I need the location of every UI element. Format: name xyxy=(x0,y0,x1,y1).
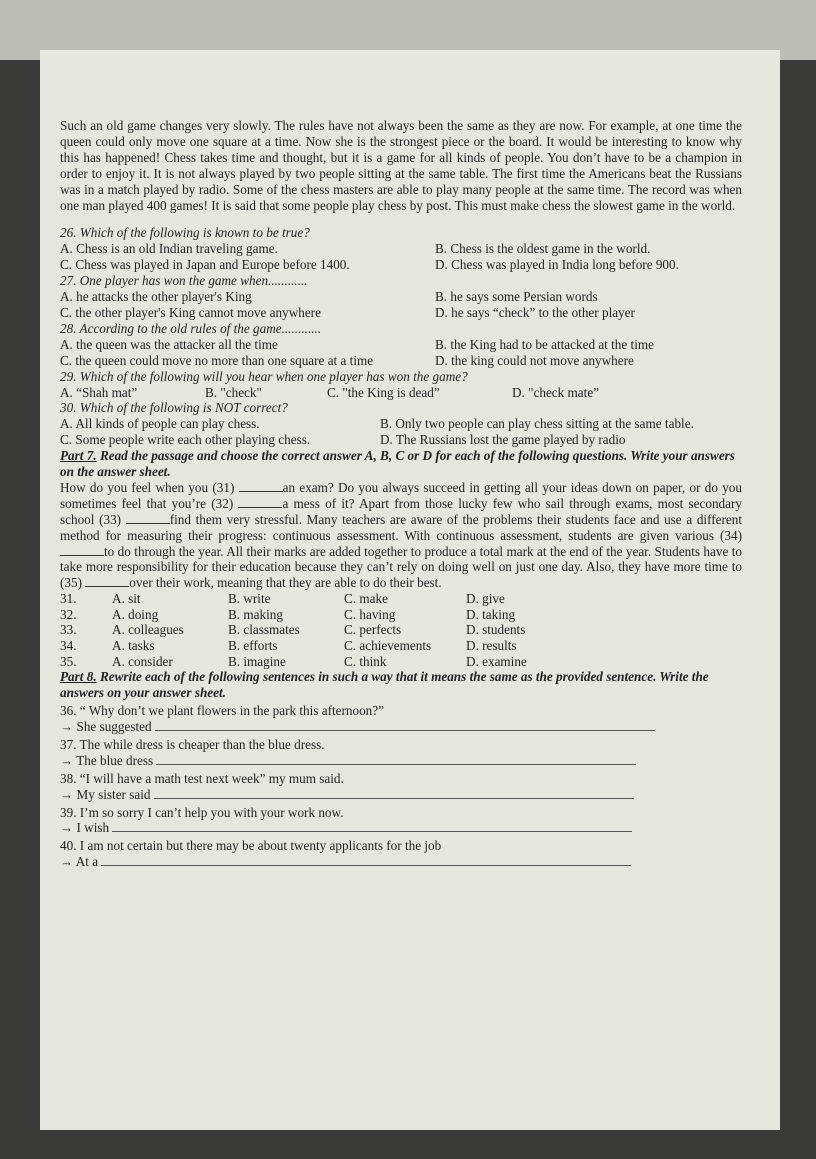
item-number: 35. xyxy=(60,653,77,669)
option-a: A. consider xyxy=(112,653,173,669)
answer-line[interactable] xyxy=(154,787,634,799)
part8-instruction: Rewrite each of the following sentences in such a way that it means the same as the provided sentence. Write the answers on your answer sheet. xyxy=(60,669,709,701)
option-c: C. perfects xyxy=(344,622,402,638)
option-d: D. results xyxy=(466,638,517,654)
rewrite-start: → I wish xyxy=(60,820,110,836)
rewrite-start: → The blue dress xyxy=(60,752,154,768)
part8-label: Part 8. xyxy=(60,669,97,685)
question-27 xyxy=(60,273,742,321)
question-stem: 30. Which of the following is NOT correct? xyxy=(60,400,288,416)
option-d: D. he says “check” to the other player xyxy=(435,304,635,320)
option-d: D. The Russians lost the game played by radio xyxy=(380,432,626,448)
part7-instruction: Read the passage and choose the correct answer A, B, C or D for each of the following questions. Write your answers on the answer sheet. xyxy=(60,448,735,480)
option-d: D. the king could not move anywhere xyxy=(435,352,634,368)
option-a: A. All kinds of people can play chess. xyxy=(60,416,260,432)
option-a: A. the queen was the attacker all the time xyxy=(60,336,278,352)
option-c: C. the queen could move no more than one square at a time xyxy=(60,352,374,368)
table-row xyxy=(60,638,527,654)
answer-line[interactable] xyxy=(155,719,655,731)
question-stem: 28. According to the old rules of the game............ xyxy=(60,320,322,336)
option-b: B. making xyxy=(228,606,283,622)
table-row xyxy=(60,591,527,607)
rewrite-prompt: 37. The while dress is cheaper than the blue dress. xyxy=(60,736,325,752)
option-d: D. taking xyxy=(466,606,516,622)
rewrite-40 xyxy=(60,838,742,870)
question-30 xyxy=(60,400,742,448)
option-a: A. sit xyxy=(112,591,141,607)
option-a: A. doing xyxy=(112,606,159,622)
blank-33[interactable] xyxy=(126,512,170,524)
option-b: B. write xyxy=(228,591,271,607)
option-c: C. "the King is dead” xyxy=(327,384,440,400)
option-b: B. classmates xyxy=(228,622,300,638)
option-a: A. tasks xyxy=(112,638,155,654)
cloze-passage xyxy=(60,480,742,591)
option-b: B. he says some Persian words xyxy=(435,289,598,305)
cloze-text: over their work, meaning that they are able to do their best. xyxy=(129,575,442,591)
answer-line[interactable] xyxy=(101,854,631,866)
option-d: D. examine xyxy=(466,653,527,669)
answer-line[interactable] xyxy=(112,820,632,832)
option-b: B. "check" xyxy=(205,384,262,400)
part7-label: Part 7. xyxy=(60,448,97,464)
rewrite-prompt: 40. I am not certain but there may be about twenty applicants for the job xyxy=(60,838,442,854)
option-a: A. he attacks the other player's King xyxy=(60,289,252,305)
option-c: C. Chess was played in Japan and Europe before 1400. xyxy=(60,257,350,273)
cloze-text: How do you feel when you (31) xyxy=(60,479,239,495)
rewrite-start: → At a xyxy=(60,854,99,870)
blank-35[interactable] xyxy=(85,575,129,587)
worksheet xyxy=(60,118,742,870)
option-b: B. efforts xyxy=(228,638,278,654)
reading-passage: Such an old game changes very slowly. The rules have not always been the same as they are now. For example, at one time the queen could only move one square at a time. Now she is the strongest piece or the board. It would be interesting to know why this has happened! Chess takes time and thought, but it is a game for all kinds of people. You don’t have to be a champion in order to enjoy it. It is not always played by two people sitting at the same table. The first time the Americans beat the Russians was in a match played by radio. Some of the chess masters are able to play many people at the same time. The record was when one man played 400 games! It is said that some people play chess by post. This must make chess the slowest game in the world. xyxy=(60,118,742,213)
question-stem: 29. Which of the following will you hear when one player has won the game? xyxy=(60,368,468,384)
option-a: A. colleagues xyxy=(112,622,184,638)
answer-options-table xyxy=(60,591,527,669)
option-d: D. students xyxy=(466,622,526,638)
rewrite-prompt: 39. I’m so sorry I can’t help you with your work now. xyxy=(60,804,344,820)
option-a: A. “Shah mat” xyxy=(60,384,138,400)
option-d: D. "check mate” xyxy=(512,384,600,400)
rewrite-prompt: 36. “ Why don’t we plant flowers in the park this afternoon?” xyxy=(60,703,384,719)
table-row xyxy=(60,654,527,670)
option-b: B. Chess is the oldest game in the world. xyxy=(435,241,651,257)
question-stem: 26. Which of the following is known to be true? xyxy=(60,225,310,241)
cloze-text: find them very stressful. Many teachers are aware of the problems their students face and use a different method for measuring their progress: continuous assessment. With continuous assessment, students are given various (34) xyxy=(60,511,742,543)
part7-heading xyxy=(60,448,742,480)
option-c: C. the other player's King cannot move anywhere xyxy=(60,304,321,320)
option-c: C. Some people write each other playing chess. xyxy=(60,432,311,448)
option-a: A. Chess is an old Indian traveling game. xyxy=(60,241,278,257)
question-stem: 27. One player has won the game when............ xyxy=(60,273,308,289)
table-row xyxy=(60,607,527,623)
rewrite-37 xyxy=(60,737,742,769)
question-29 xyxy=(60,369,742,401)
item-number: 32. xyxy=(60,606,77,622)
cloze-text: a mess of it? Apart from those lucky few who sail through exams, most secondary school (33) xyxy=(60,495,742,527)
option-c: C. achievements xyxy=(344,638,432,654)
option-c: C. make xyxy=(344,591,388,607)
item-number: 33. xyxy=(60,622,77,638)
option-c: C. having xyxy=(344,606,396,622)
blank-34[interactable] xyxy=(60,544,104,556)
rewrite-prompt: 38. “I will have a math test next week” my mum said. xyxy=(60,770,344,786)
option-c: C. think xyxy=(344,653,387,669)
rewrite-start: → My sister said xyxy=(60,786,151,802)
option-b: B. imagine xyxy=(228,653,286,669)
cloze-text: to do through the year. All their marks are added together to produce a total mark at the end of the year. Students have to take more responsibility for their education because they can’t rely on doing well on just one day. Also, they have more time to (35) xyxy=(60,543,742,591)
rewrite-38 xyxy=(60,771,742,803)
blank-31[interactable] xyxy=(239,480,283,492)
question-26 xyxy=(60,225,742,273)
rewrite-39 xyxy=(60,805,742,837)
blank-32[interactable] xyxy=(238,496,282,508)
part8-heading xyxy=(60,669,742,701)
table-row xyxy=(60,622,527,638)
option-b: B. the King had to be attacked at the time xyxy=(435,336,654,352)
question-28 xyxy=(60,321,742,369)
option-d: D. give xyxy=(466,591,505,607)
item-number: 34. xyxy=(60,638,77,654)
rewrite-36 xyxy=(60,703,742,735)
option-d: D. Chess was played in India long before 900. xyxy=(435,257,679,273)
cloze-text: an exam? Do you always succeed in getting all your ideas down on paper, or do you sometimes feel that you’re (32) xyxy=(60,479,742,511)
item-number: 31. xyxy=(60,591,77,607)
answer-line[interactable] xyxy=(156,753,636,765)
option-b: B. Only two people can play chess sitting at the same table. xyxy=(380,416,694,432)
rewrite-start: → She suggested xyxy=(60,718,152,734)
